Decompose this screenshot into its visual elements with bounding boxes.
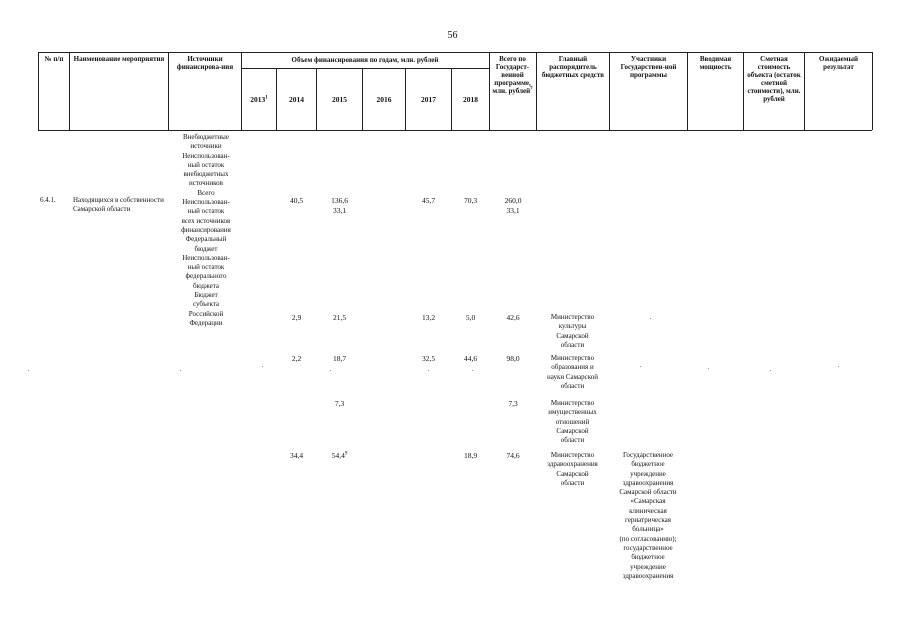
funding-sources-list: Внебюджетные источники Неиспользован- ный остаток внебюджетных источников Всего Неиспользован- ный остаток всех источников финансирования Федеральный бюджет Неиспользован- ный остаток федерального бюджета Бюджет субъекта Российской Федерации xyxy=(181,133,231,327)
value-property-2015: 7,3 xyxy=(334,399,345,408)
row-number: 6.4.1. xyxy=(40,196,56,204)
value-health-2014: 34,4 xyxy=(289,451,304,460)
header-estimate: Сметная стоимость объекта (остаток сметной стоимости), млн. рублей xyxy=(747,55,801,103)
value-education-2018: 44,6 xyxy=(463,354,478,363)
value-unused-2015: 33,1 xyxy=(332,206,347,215)
manager-culture: Министерство культуры Самарской области xyxy=(550,313,595,349)
header-expected-result: Ожидаемый результат xyxy=(818,55,859,71)
header-total: Всего по Государст-венной программе, млн. рублей$^7$ xyxy=(492,55,533,95)
value-education-2015: 18,7 xyxy=(332,354,347,363)
manager-education: Министерство образования и науки Самарской области xyxy=(546,354,599,390)
header-year-2013: 2013$^1$ xyxy=(250,95,268,104)
value-total-2018: 70,3 xyxy=(463,196,478,205)
value-property-sum: 7,3 xyxy=(508,399,518,408)
header-funding-sources: Источники финансирова-ния xyxy=(176,55,234,71)
page-number: 56 xyxy=(447,30,458,41)
header-year-2015: 2015 xyxy=(332,95,347,104)
header-year-2018: 2018 xyxy=(463,95,478,104)
header-event-name: Наименование мероприятия xyxy=(73,55,165,63)
value-total-2014: 40,5 xyxy=(289,196,304,205)
value-total-sum: 260,0 xyxy=(504,196,522,205)
manager-property: Министерство имущественных отношений Самарской области xyxy=(548,399,597,445)
value-culture-sum: 42,6 xyxy=(506,313,520,322)
header-funding-by-years: Объем финансирования по годам, млн. рублей xyxy=(291,56,439,64)
header-year-2017: 2017 xyxy=(421,95,436,104)
value-culture-2018: 5,0 xyxy=(465,313,476,322)
header-year-2016: 2016 xyxy=(376,95,392,104)
value-culture-2017: 13,2 xyxy=(421,313,436,322)
value-total-2017: 45,7 xyxy=(421,196,436,205)
value-unused-sum: 33,1 xyxy=(506,206,520,215)
value-health-2015: 54,4$^9$ xyxy=(331,451,348,460)
header-participants: Участники Государствен-ной программы xyxy=(620,55,677,79)
value-total-2015: 136,6 xyxy=(331,196,348,205)
value-education-2017: 32,5 xyxy=(421,354,436,363)
row-event-name: Находящихся в собственности Самарской области xyxy=(73,196,164,214)
header-main-manager: Главный распорядитель бюджетных средств xyxy=(541,55,605,79)
header-capacity: Вводимая мощность xyxy=(699,55,732,71)
value-culture-2014: 2,9 xyxy=(291,313,302,322)
value-culture-2015: 21,5 xyxy=(332,313,347,322)
manager-health: Министерство здравоохранения Самарской области xyxy=(547,451,598,487)
value-health-sum: 74,6 xyxy=(506,451,520,460)
value-health-2018: 18,9 xyxy=(463,451,478,460)
header-year-2014: 2014 xyxy=(289,95,304,104)
header-row-number: № п/п xyxy=(44,55,64,63)
participants-health: Государственное бюджетное учреждение здравоохранения Самарской области «Самарская клиническая гериатрическая больница» (по согласованию); государственное бюджетное учреждение здравоохранения xyxy=(619,451,677,580)
value-education-2014: 2,2 xyxy=(291,354,302,363)
value-education-sum: 98,0 xyxy=(506,354,520,363)
